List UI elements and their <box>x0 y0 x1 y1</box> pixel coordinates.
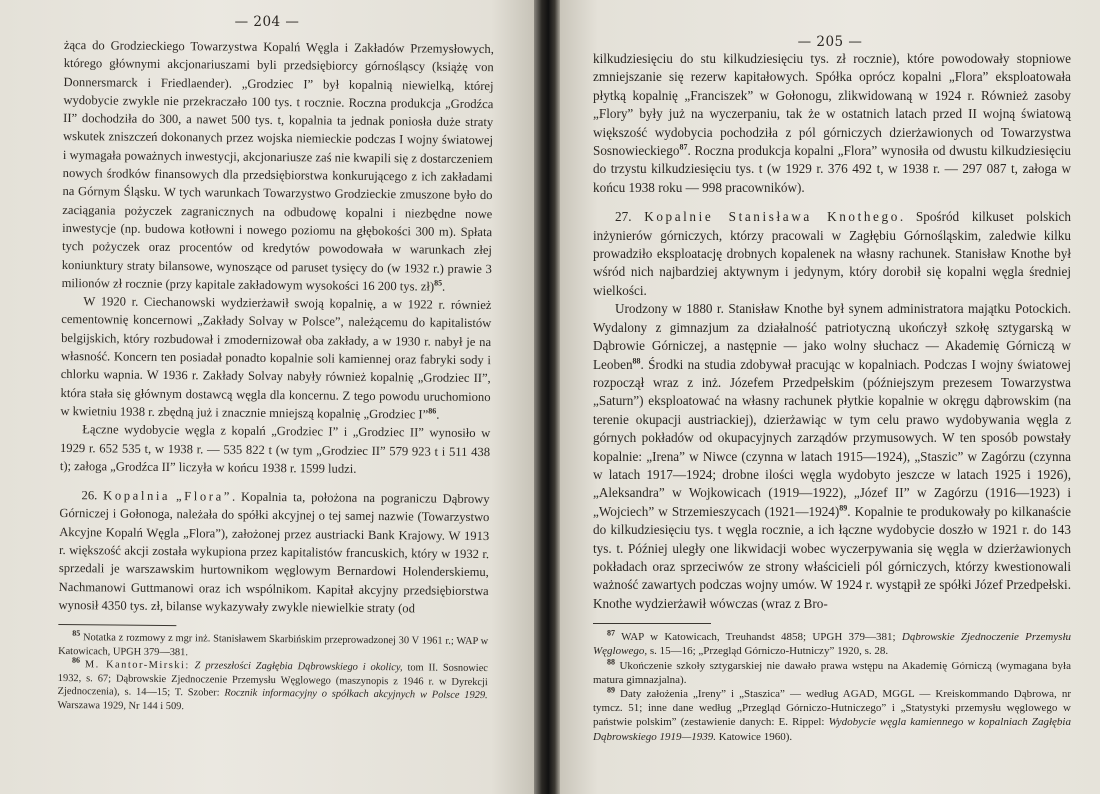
page-number: — 204 — <box>234 14 300 30</box>
main-text <box>58 36 494 618</box>
section-title: Kopalnia <box>103 488 171 504</box>
footnote-separator <box>58 624 176 626</box>
footnote-separator <box>593 623 711 624</box>
book-gutter <box>534 0 560 794</box>
paragraph: W 1920 r. Ciechanowski wydzierżawił swoją kopalnię, a w 1922 r. również cementownię koncernowi „Zakłady Solvay w Polsce”, należącemu do kapitalistów belgijskich, który rozbudował i zmodernizował oba zakłady, a w 1930 r. nabył je na własność. Koncern ten posiadał ponadto kopalnie soli kamiennej oraz fabryki sody i chlorku wapnia. W 1936 r. Zakłady Solvay nabyły również kopalnię „Grodziec II”, która stała się głównym dostawcą węgla dla koncernu. Z tego powodu uruchomiono w kwietniu 1938 r. zbędną już i znacznie mniejszą kopalnię „Grodziec I”$^{86}$. <box>60 294 492 422</box>
paragraph: żąca do Grodzieckiego Towarzystwa Kopalń Węgla i Zakładów Przemysłowych, którego głównymi akcjonariuszami byli przedsiębiorcy górnośląscy (książę von Donnersmarck i Friedlaender). „Grodziec I” był kopalnią niewielką, której wydobycie zwykle nie przekraczało 100 tys. t rocznie. Roczna produkcja „Grodźca II” dochodziła do 300, a nawet 500 tys. t, kopalnia ta jednak poniosła duże straty wskutek zniszczeń dokonanych przez wojska niemieckie podczas I wojny światowej i wymagała poważnych inwestycji, akcjonariusze zaś nie kwapili się z dostarczeniem nowych środków finansowych dla przedsiębiorstwa konkurującego z ich zakładami na Górnym Śląsku. W tych warunkach Towarzystwo Grodzieckie zmuszone było do zaciągania pożyczek zagranicznych na odbudowę kopalni i niezbędne nowe inwestycje (np. budowa kotłowni i nowego poziomu na głębokości 300 m). Spłata tych pożyczek oraz procentów od kredytów powodowała w warunkach złej koniunktury straty bilansowe, wynoszące od paruset tysięcy do (w 1932 r.) prawie 3 milionów zł rocznie (przy kapitale zakładowym wysokości 16 200 tys. zł)$^{85}$. <box>61 37 494 294</box>
footnotes <box>57 628 489 716</box>
footnote-ref: 87 <box>679 142 688 152</box>
right-page <box>560 0 1100 794</box>
page-number: — 205 — <box>797 34 863 50</box>
section-title: Kopalnie Stanisława Knothego <box>644 209 900 225</box>
footnote-ref: 89 <box>839 503 848 513</box>
section-number: 26. <box>81 488 98 503</box>
right-text-column <box>593 50 1071 744</box>
footnote: $^{86}$ M. Kantor-Mirski: Z przeszłości Zagłębia Dąbrowskiego i okolicy, tom II. Sosnowiec 1932, s. 67; Dąbrowskie Zjednoczenie Przemysłu Węglowego (maszynopis z 1946 r. w Dyrekcji Zjednoczenia), s. 14—15; T. Szober: Rocznik informacyjny o spółkach akcyjnych w Polsce 1929. Warszawa 1929, Nr 144 i 509. <box>57 655 488 712</box>
footnote: $^{88}$ Ukończenie szkoły sztygarskiej nie dawało prawa wstępu na Akademię Górniczą (wymagana była matura gimnazjalna). <box>593 656 1071 686</box>
left-text-column <box>58 36 494 716</box>
footnote: $^{89}$ Daty założenia „Ireny” i „Staszica” — według AGAD, MGGL — Kreiskommando Dąbrowa, nr tymcz. 51; inne dane według „Przegląd Górniczo-Hutniczego” i „Statystyki przemysłu węglowego w państwie polskim” (zestawienie danych: E. Rippel: Wydobycie węgla kamiennego w kopalniach Zagłębia Dąbrowskiego 1919—1939. Katowice 1960). <box>593 685 1072 743</box>
footnote-ref: 88 <box>632 356 641 366</box>
footnote: $^{85}$ Notatka z rozmowy z mgr inż. Stanisławem Skarbińskim przeprowadzonej 30 V 1961 r.; WAP w Katowicach, UPGH 379—381. <box>58 628 489 658</box>
section-paragraph: 27. Kopalnie Stanisława Knothego. Spośród kilkuset polskich inżynierów górniczych, którzy pracowali w Zagłębiu Górnośląskim, zaledwie kilku prowadziło eksploatację drobnych kopalenek na własny rachunek. Stanisław Knothe był wśród nich najbardziej aktywnym i jedynym, który dorobił się kopalni węgla średniej wielkości. <box>593 209 1071 298</box>
footnote: $^{87}$ WAP w Katowicach, Treuhandst 4858; UPGH 379—381; Dąbrowskie Zjednoczenie Przemysłu Węglowego, s. 15—16; „Przegląd Górniczo-Hutniczy” 1920, s. 28. <box>593 628 1072 658</box>
section-title-name: „Flora” <box>175 489 233 504</box>
paragraph: kilkudziesięciu do stu kilkudziesięciu tys. zł rocznie), które powodowały stopniowe zmniejszanie się rezerw kapitałowych. Spółka oprócz kopalni „Flora” eksploatowała płytką kopalnię „Franciszek” w Gołonogu, zlikwidowaną w 1924 r. Również zasoby „Flory” były już na wyczerpaniu, tak że w ostatnich latach przed II wojną światową większość wydobycia pochodziła z pól górniczych dzierżawionych od Towarzystwa Sosnowieckiego$^{87}$. Roczna produkcja kopalni „Flora” wynosiła od dwustu kilkudziesięciu do trzystu kilkudziesięciu tys. t (w 1929 r. 376 492 t, w 1938 r. — 297 087 t, załoga w końcu 1938 roku — 998 pracowników). <box>593 51 1071 195</box>
footnote-ref: 86 <box>428 406 437 416</box>
paragraph: Łączne wydobycie węgla z kopalń „Grodziec I” i „Grodziec II” wynosiło w 1929 r. 652 535 t, w 1938 r. — 535 822 t (w tym „Grodziec II” 579 923 t i 511 438 t); załoga „Grodźca II” liczyła w końcu 1938 r. 1599 ludzi. <box>59 422 491 476</box>
left-page <box>0 0 534 794</box>
main-text <box>593 50 1071 613</box>
paragraph: Urodzony w 1880 r. Stanisław Knothe był synem administratora majątku Potockich. Wydalony z gimnazjum za działalność patriotyczną ukończył szkołę sztygarską w Dąbrowie Górniczej, a następnie — jako wolny słuchacz — Akademię Górniczą w Leoben$^{88}$. Środki na studia zdobywał pracując w kopalniach. Podczas I wojny światowej rozpoczął wraz z inż. Józefem Przedpełskim (późniejszym prezesem Towarzystwa „Saturn”) eksploatować na własny rachunek płytkie kopalnie w okręgu dąbrowskim (na terenie okupacji austriackiej), dzierżawiąc w tym celu prawo wydobywania węgla z górnych pokładów od okupacyjnych zarządów przymusowych. W ten sposób powstały kopalnie: „Irena” w Niwce (czynna w latach 1915—1924), „Staszic” w Zagórzu (czynna w latach 1917—1924; drobne ilości węgla wydobyto jeszcze w latach 1925 i 1926), „Aleksandra” w Wojkowicach (1919—1922), „Józef II” w Zagórzu (1916—1923) i „Wojciech” w Strzemieszycach (1921—1924)$^{89}$. Kopalnie te produkowały po kilkanaście do kilkudziesięciu tys. t węgla rocznie, a ich łączne wydobycie doszło w 1921 r. do 143 tys. t. Później uległy one likwidacji wobec wyczerpywania się węgla w dzierżawionych pokładach oraz sprzeciwów ze strony właścicieli pól górniczych, którzy kwestionowali ważność zawartych podczas wojny umów. W 1924 r. wystąpił ze spółki Józef Przedpełski. Knothe wydzierżawił wówczas (wraz z Bro- <box>593 301 1071 611</box>
section-number: 27. <box>615 209 632 225</box>
footnote-ref: 85 <box>434 278 443 288</box>
footnotes <box>593 630 1071 744</box>
section-paragraph: 26. Kopalnia „Flora”. Kopalnia ta, położona na pograniczu Dąbrowy Górniczej i Gołonoga, należała do spółki akcyjnej o tej samej nazwie (Towarzystwo Akcyjne Kopalń Węgla „Flora”), założonej przez austriacki Bank Krajowy. W 1913 r. większość akcji została wykupiona przez kapitalistów francuskich, który w 1932 r. sprzedali je warszawskim hurtownikom węglowym Bernardowi Holenderskiemu, Nachmanowi Guttmanowi oraz ich wspólnikom. Kapitał akcyjny przedsiębiorstwa wynosił 4350 tys. zł, bilanse wykazywały zwykle niewielkie straty (od <box>58 488 490 616</box>
